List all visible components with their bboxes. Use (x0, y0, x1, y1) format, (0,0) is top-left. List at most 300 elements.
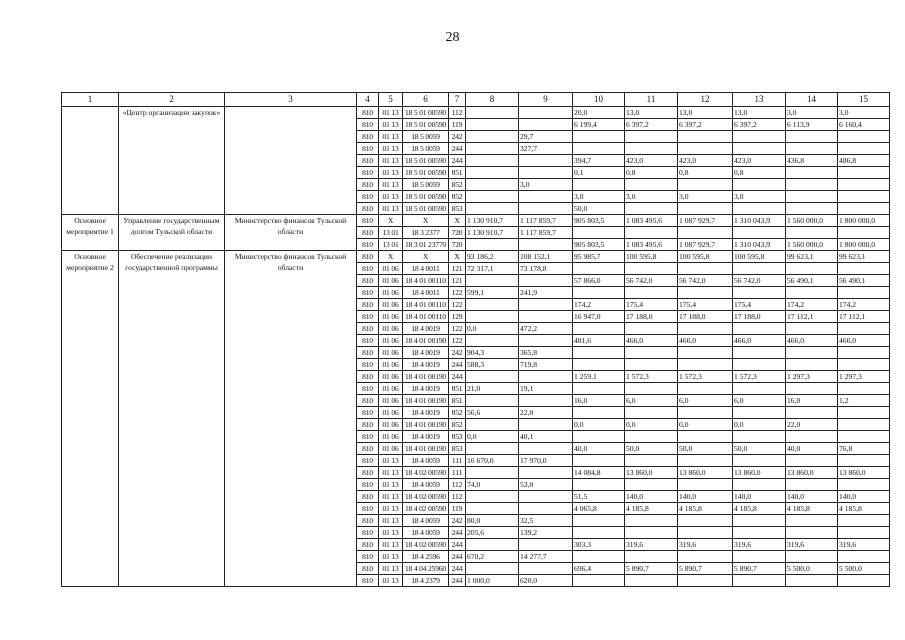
data-cell: 01 13 (379, 143, 403, 155)
data-cell (519, 467, 573, 479)
data-cell: 810 (357, 407, 379, 419)
data-cell: 01 13 (379, 155, 403, 167)
data-cell (786, 359, 838, 371)
data-cell (519, 311, 573, 323)
data-cell: 242 (449, 515, 466, 527)
data-cell: 108 152,1 (519, 251, 573, 263)
data-cell: 810 (357, 539, 379, 551)
data-cell: 3,0 (573, 191, 625, 203)
data-cell (733, 323, 786, 335)
data-cell: 241,9 (519, 287, 573, 299)
data-cell (838, 431, 890, 443)
data-cell: 18 4 02 00590 (403, 539, 449, 551)
data-cell (838, 347, 890, 359)
data-cell (573, 575, 625, 587)
data-cell (678, 179, 733, 191)
data-cell (466, 443, 519, 455)
data-cell: 810 (357, 359, 379, 371)
data-cell: 0,0 (466, 431, 519, 443)
data-cell: 14 084,8 (573, 467, 625, 479)
data-cell (678, 551, 733, 563)
data-cell: 853 (449, 203, 466, 215)
data-cell (786, 167, 838, 179)
data-cell: 17 112,1 (838, 311, 890, 323)
data-cell: 13 860,0 (625, 467, 678, 479)
data-cell: 810 (357, 395, 379, 407)
data-cell: 1 000,0 (466, 575, 519, 587)
data-cell: 140,0 (786, 491, 838, 503)
data-cell: 1 560 000,0 (786, 215, 838, 227)
data-cell: 01 13 (379, 203, 403, 215)
data-cell: 18 4 0059 (403, 515, 449, 527)
data-cell (786, 347, 838, 359)
data-cell: 319,6 (838, 539, 890, 551)
data-cell: 01 13 (379, 107, 403, 119)
data-cell: 01 13 (379, 119, 403, 131)
data-cell (786, 551, 838, 563)
data-cell (786, 227, 838, 239)
data-cell: 112 (449, 107, 466, 119)
data-cell: 1 259,1 (573, 371, 625, 383)
data-cell: 810 (357, 467, 379, 479)
data-cell: 904,3 (466, 347, 519, 359)
data-cell: 1,2 (838, 395, 890, 407)
data-cell: 466,0 (625, 335, 678, 347)
data-cell: 810 (357, 515, 379, 527)
data-cell: 18 3 2377 (403, 227, 449, 239)
data-cell: 810 (357, 455, 379, 467)
data-cell: 121 (449, 275, 466, 287)
data-cell (838, 143, 890, 155)
data-cell: 810 (357, 419, 379, 431)
data-cell (625, 143, 678, 155)
data-cell: 01 06 (379, 395, 403, 407)
data-cell: 244 (449, 539, 466, 551)
data-cell: 01 13 (379, 551, 403, 563)
data-cell (466, 191, 519, 203)
data-cell: 01 13 (379, 503, 403, 515)
data-cell: 17 112,1 (786, 311, 838, 323)
data-cell (625, 431, 678, 443)
data-cell (573, 359, 625, 371)
data-cell (573, 431, 625, 443)
data-cell: 18 5 0059 (403, 143, 449, 155)
data-cell: 466,0 (786, 335, 838, 347)
data-cell (466, 143, 519, 155)
data-cell (733, 527, 786, 539)
data-cell: 810 (357, 491, 379, 503)
data-cell: 174,2 (838, 299, 890, 311)
data-cell: 21,0 (466, 383, 519, 395)
data-cell: 1 117 859,7 (519, 227, 573, 239)
data-cell: 76,8 (838, 443, 890, 455)
data-cell (625, 479, 678, 491)
data-cell: 56 742,0 (733, 275, 786, 287)
data-cell (625, 131, 678, 143)
data-cell (786, 263, 838, 275)
data-cell (519, 191, 573, 203)
data-cell: 810 (357, 179, 379, 191)
data-cell: 365,8 (519, 347, 573, 359)
data-cell: 1 800 000,0 (838, 239, 890, 251)
data-cell: 129 (449, 311, 466, 323)
data-cell (838, 515, 890, 527)
data-cell: 18 4 04 25960 (403, 563, 449, 575)
data-cell: 853 (449, 431, 466, 443)
data-cell (786, 287, 838, 299)
data-cell (466, 107, 519, 119)
data-cell (519, 335, 573, 347)
data-cell: 810 (357, 299, 379, 311)
data-cell: 5 500,0 (838, 563, 890, 575)
data-cell (786, 575, 838, 587)
data-cell: 99 623,1 (838, 251, 890, 263)
data-cell: 670,2 (466, 551, 519, 563)
data-cell: 18 4 01 00190 (403, 371, 449, 383)
header-cell: 10 (573, 93, 625, 107)
data-cell (519, 395, 573, 407)
table-body (62, 93, 890, 587)
data-cell (573, 143, 625, 155)
data-cell: 0,1 (573, 167, 625, 179)
data-cell: 588,3 (466, 359, 519, 371)
data-cell: 3,0 (625, 191, 678, 203)
data-cell (786, 131, 838, 143)
data-cell: 175,4 (625, 299, 678, 311)
data-cell: 810 (357, 263, 379, 275)
data-cell: 810 (357, 443, 379, 455)
data-cell (678, 359, 733, 371)
data-cell: 122 (449, 287, 466, 299)
data-cell (625, 407, 678, 419)
data-cell: 57 866,0 (573, 275, 625, 287)
data-cell (519, 371, 573, 383)
data-cell: 1 310 043,9 (733, 215, 786, 227)
data-cell (466, 167, 519, 179)
data-cell: 18 5 01 00590 (403, 167, 449, 179)
data-cell: 394,7 (573, 155, 625, 167)
data-cell: 18 4 01 00110 (403, 275, 449, 287)
data-cell: 852 (449, 419, 466, 431)
name-cell: Управление государственным долгом Тульской области (119, 215, 225, 251)
data-cell (519, 119, 573, 131)
data-cell (786, 143, 838, 155)
data-cell: 18 4 01 00190 (403, 419, 449, 431)
data-cell (519, 419, 573, 431)
data-cell: 01 06 (379, 323, 403, 335)
data-cell (733, 203, 786, 215)
data-cell: 174,2 (786, 299, 838, 311)
data-cell: 140,0 (838, 491, 890, 503)
data-cell: 01 06 (379, 311, 403, 323)
data-cell: 01 06 (379, 431, 403, 443)
data-cell: 122 (449, 299, 466, 311)
data-cell (678, 575, 733, 587)
data-cell: 810 (357, 203, 379, 215)
data-cell: 175,4 (733, 299, 786, 311)
data-cell (466, 203, 519, 215)
data-cell: 810 (357, 107, 379, 119)
data-cell: 93 186,2 (466, 251, 519, 263)
data-cell (786, 323, 838, 335)
data-cell: 1 800 000,0 (838, 215, 890, 227)
data-cell (838, 419, 890, 431)
data-cell: 53,0 (519, 479, 573, 491)
data-cell: 905 803,5 (573, 215, 625, 227)
data-cell: 18 5 01 00590 (403, 155, 449, 167)
data-cell: 1 117 859,7 (519, 215, 573, 227)
data-cell: 6,0 (733, 395, 786, 407)
data-cell: 17 970,0 (519, 455, 573, 467)
data-cell (519, 563, 573, 575)
data-cell: 6 160,4 (838, 119, 890, 131)
data-cell: 01 13 (379, 179, 403, 191)
data-cell (678, 515, 733, 527)
header-cell: 5 (379, 93, 403, 107)
data-cell: 466,0 (838, 335, 890, 347)
header-cell: 11 (625, 93, 678, 107)
data-cell (466, 419, 519, 431)
data-cell: 29,7 (519, 131, 573, 143)
data-cell: 466,0 (678, 335, 733, 347)
data-cell (466, 335, 519, 347)
data-cell: 122 (449, 335, 466, 347)
header-cell: 9 (519, 93, 573, 107)
data-cell: 01 06 (379, 335, 403, 347)
data-cell (466, 395, 519, 407)
data-cell: 810 (357, 575, 379, 587)
data-cell: 18 4 01 00190 (403, 443, 449, 455)
data-cell: 6 397,2 (625, 119, 678, 131)
data-cell (838, 287, 890, 299)
data-cell (838, 575, 890, 587)
data-cell (733, 143, 786, 155)
data-cell: 851 (449, 395, 466, 407)
data-cell: 244 (449, 143, 466, 155)
data-cell (625, 323, 678, 335)
data-cell: 01 13 (379, 479, 403, 491)
data-cell: 16 670,0 (466, 455, 519, 467)
data-cell: 01 13 (379, 191, 403, 203)
data-cell: 18 4 02 00590 (403, 467, 449, 479)
data-cell (838, 527, 890, 539)
data-cell (466, 539, 519, 551)
data-cell (678, 287, 733, 299)
data-cell: 01 13 (379, 491, 403, 503)
data-cell (573, 131, 625, 143)
data-cell: 01 06 (379, 419, 403, 431)
header-cell: 6 (403, 93, 449, 107)
data-cell (733, 263, 786, 275)
data-cell (573, 287, 625, 299)
data-cell (678, 407, 733, 419)
data-cell (625, 287, 678, 299)
data-cell: 01 06 (379, 347, 403, 359)
data-cell: 852 (449, 179, 466, 191)
data-cell: 6,0 (678, 395, 733, 407)
data-cell: 140,0 (733, 491, 786, 503)
header-cell: 14 (786, 93, 838, 107)
budget-table (61, 92, 890, 587)
data-cell (466, 467, 519, 479)
data-cell: 14 277,7 (519, 551, 573, 563)
data-cell: 6 199,4 (573, 119, 625, 131)
header-cell: 4 (357, 93, 379, 107)
data-cell (519, 167, 573, 179)
data-cell (786, 383, 838, 395)
data-cell (733, 287, 786, 299)
data-cell (466, 131, 519, 143)
data-cell: 18 4 01 00110 (403, 299, 449, 311)
data-cell: 720 (449, 239, 466, 251)
data-cell: 3,0 (678, 191, 733, 203)
data-cell: 4 185,8 (786, 503, 838, 515)
data-cell: 810 (357, 287, 379, 299)
data-cell: 13 860,0 (786, 467, 838, 479)
data-cell: 17 188,0 (733, 311, 786, 323)
data-cell: 18 4 0019 (403, 383, 449, 395)
data-cell: 244 (449, 575, 466, 587)
data-cell: 18 4 0011 (403, 263, 449, 275)
data-cell (838, 263, 890, 275)
data-cell: 01 06 (379, 263, 403, 275)
data-cell (625, 347, 678, 359)
data-cell: 18 4 0011 (403, 287, 449, 299)
data-cell (625, 359, 678, 371)
data-cell: 18 5 01 00590 (403, 203, 449, 215)
data-cell: 111 (449, 455, 466, 467)
table-row (62, 215, 890, 227)
data-cell (838, 191, 890, 203)
data-cell (573, 455, 625, 467)
data-cell (678, 479, 733, 491)
data-cell: 423,0 (625, 155, 678, 167)
data-cell (838, 131, 890, 143)
data-cell: 01 13 (379, 575, 403, 587)
data-cell (573, 407, 625, 419)
data-cell (573, 179, 625, 191)
data-cell: 1 572,3 (625, 371, 678, 383)
data-cell: 620,0 (519, 575, 573, 587)
data-cell (519, 239, 573, 251)
data-cell: 18 4 0019 (403, 407, 449, 419)
data-cell: 4 185,8 (678, 503, 733, 515)
data-cell: 852 (449, 407, 466, 419)
data-cell: 119 (449, 119, 466, 131)
data-cell: 810 (357, 383, 379, 395)
data-cell: 01 06 (379, 371, 403, 383)
data-cell: 13,0 (733, 107, 786, 119)
data-cell (466, 119, 519, 131)
data-cell (838, 455, 890, 467)
data-cell (838, 179, 890, 191)
data-cell: 810 (357, 503, 379, 515)
data-cell (678, 383, 733, 395)
data-cell: 303,3 (573, 539, 625, 551)
data-cell: 3,0 (786, 107, 838, 119)
data-cell: 119 (449, 503, 466, 515)
data-cell (625, 551, 678, 563)
data-cell: 1 560 000,0 (786, 239, 838, 251)
data-cell: 18 4 02 00590 (403, 503, 449, 515)
data-cell: 139,2 (519, 527, 573, 539)
data-cell: 22,0 (786, 419, 838, 431)
data-cell (519, 491, 573, 503)
data-cell: 95 985,7 (573, 251, 625, 263)
data-cell: 01 13 (379, 515, 403, 527)
data-cell (519, 155, 573, 167)
data-cell: 50,0 (733, 443, 786, 455)
data-cell: 5 890,7 (625, 563, 678, 575)
data-cell (733, 431, 786, 443)
data-cell: 810 (357, 191, 379, 203)
data-cell: 22,0 (519, 407, 573, 419)
data-cell: 810 (357, 479, 379, 491)
data-cell: 18 4 01 00190 (403, 335, 449, 347)
data-cell: 481,6 (573, 335, 625, 347)
data-cell (678, 455, 733, 467)
data-cell: 01 06 (379, 299, 403, 311)
data-cell (466, 311, 519, 323)
data-cell: 0,8 (733, 167, 786, 179)
data-cell (625, 179, 678, 191)
data-cell (786, 431, 838, 443)
data-cell (519, 275, 573, 287)
data-cell (466, 275, 519, 287)
data-cell (733, 383, 786, 395)
data-cell (519, 299, 573, 311)
data-cell: 905 803,5 (573, 239, 625, 251)
page-number: 28 (445, 30, 460, 45)
data-cell: 51,5 (573, 491, 625, 503)
data-cell: 472,2 (519, 323, 573, 335)
data-cell (573, 527, 625, 539)
data-cell (838, 479, 890, 491)
data-cell: 17 188,0 (625, 311, 678, 323)
data-cell (786, 515, 838, 527)
data-cell: 50,0 (625, 443, 678, 455)
data-cell: 0,0 (733, 419, 786, 431)
data-cell: 18 5 01 00590 (403, 107, 449, 119)
measure-cell: Основное мероприятие 1 (62, 215, 119, 251)
data-cell (466, 503, 519, 515)
data-cell (678, 431, 733, 443)
data-cell: 6 113,9 (786, 119, 838, 131)
data-cell (838, 323, 890, 335)
data-cell: 244 (449, 359, 466, 371)
data-cell: 1 297,3 (786, 371, 838, 383)
data-cell (519, 503, 573, 515)
data-cell: 810 (357, 143, 379, 155)
data-cell: 80,0 (466, 515, 519, 527)
data-cell (733, 455, 786, 467)
data-cell (625, 575, 678, 587)
data-cell (678, 323, 733, 335)
data-cell: 436,8 (786, 155, 838, 167)
executor-cell: Министерство финансов Тульской области (225, 215, 357, 251)
data-cell (733, 515, 786, 527)
data-cell: 810 (357, 131, 379, 143)
data-cell (733, 227, 786, 239)
data-cell: 01 06 (379, 275, 403, 287)
data-cell: 810 (357, 239, 379, 251)
data-cell: 18 3 01 23770 (403, 239, 449, 251)
data-cell (625, 383, 678, 395)
header-cell: 8 (466, 93, 519, 107)
data-cell: 851 (449, 383, 466, 395)
data-cell (573, 551, 625, 563)
data-cell: 4 185,8 (733, 503, 786, 515)
